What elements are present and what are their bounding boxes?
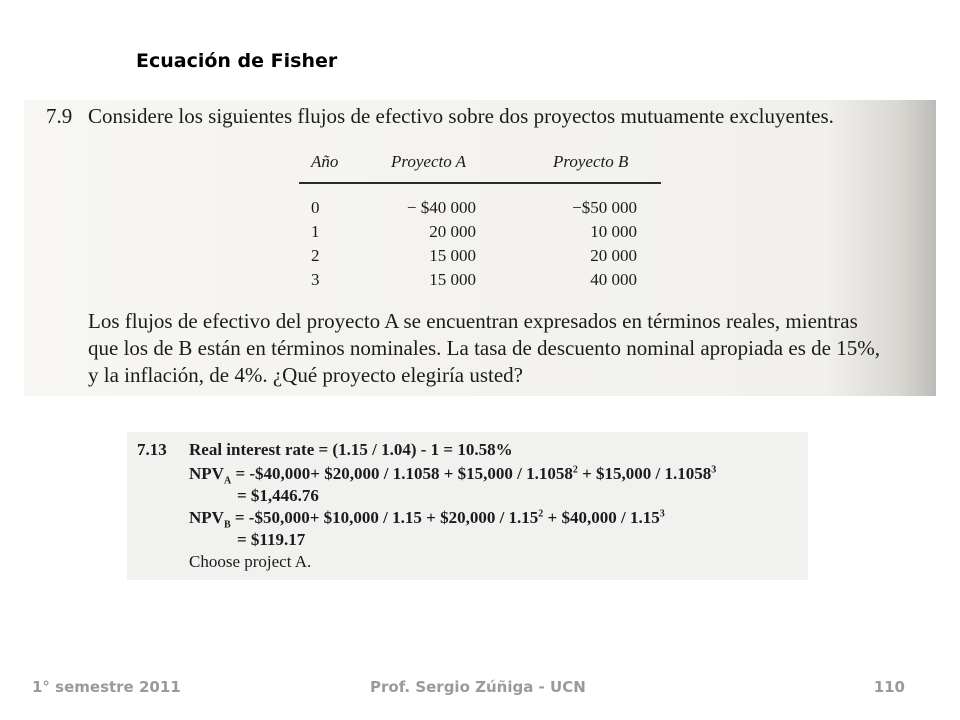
problem-body bbox=[88, 308, 936, 389]
slide-title: Ecuación de Fisher bbox=[136, 50, 338, 72]
solution-scan bbox=[127, 432, 808, 580]
table-header-project-a: Proyecto A bbox=[391, 152, 467, 171]
npv-b-expression-cont: + $40,000 / 1.15 bbox=[543, 508, 660, 527]
table-cell-project-b: 40 000 bbox=[590, 270, 637, 289]
footer-author: Prof. Sergio Zúñiga - UCN bbox=[370, 678, 586, 696]
npv-b-expression: = -$50,000+ $10,000 / 1.15 + $20,000 / 1.15 bbox=[230, 508, 539, 527]
npv-a-expression-cont: + $15,000 / 1.1058 bbox=[577, 464, 712, 483]
npv-a-exponent: 2 bbox=[572, 464, 578, 476]
npv-a-subscript: A bbox=[223, 475, 232, 487]
table-cell-year: 0 bbox=[311, 198, 320, 217]
problem-intro: Considere los siguientes flujos de efectivo sobre dos proyectos mutuamente excluyentes. bbox=[88, 104, 834, 128]
table-row bbox=[299, 246, 661, 270]
problem-body-line: que los de B están en términos nominales. La tasa de descuento nominal apropiada es de 15%, bbox=[88, 336, 880, 360]
problem-number: 7.9 bbox=[46, 104, 73, 128]
problem-body-line: y la inflación, de 4%. ¿Qué proyecto elegiría usted? bbox=[88, 363, 523, 387]
table-cell-year: 1 bbox=[311, 222, 320, 241]
real-rate-line: Real interest rate = (1.15 / 1.04) - 1 = 10.58% bbox=[189, 440, 513, 459]
npv-a-expression: = -$40,000+ $20,000 / 1.1058 + $15,000 / 1.1058 bbox=[231, 464, 573, 483]
table-cell-year: 3 bbox=[311, 270, 320, 289]
npv-b-line bbox=[189, 508, 665, 530]
table-rule bbox=[299, 182, 661, 184]
table-row bbox=[299, 270, 661, 294]
table-cell-project-a: − $40 000 bbox=[406, 198, 476, 217]
npv-b-label: NPV bbox=[189, 508, 224, 527]
page-number: 110 bbox=[873, 678, 905, 696]
table-cell-project-b: 10 000 bbox=[590, 222, 637, 241]
problem-scan bbox=[24, 100, 936, 396]
table-cell-project-a: 20 000 bbox=[429, 222, 476, 241]
npv-b-exponent: 3 bbox=[659, 508, 665, 520]
table-cell-year: 2 bbox=[311, 246, 320, 265]
table-row bbox=[299, 198, 661, 222]
problem-body-line: Los flujos de efectivo del proyecto A se encuentran expresados en términos reales, mientras bbox=[88, 309, 858, 333]
solution-conclusion: Choose project A. bbox=[189, 552, 312, 571]
table-cell-project-a: 15 000 bbox=[429, 246, 476, 265]
table-cell-project-b: −$50 000 bbox=[572, 198, 637, 217]
npv-a-exponent: 3 bbox=[711, 464, 717, 476]
npv-a-result: = $1,446.76 bbox=[237, 486, 319, 505]
table-cell-project-a: 15 000 bbox=[429, 270, 476, 289]
table-cell-project-b: 20 000 bbox=[590, 246, 637, 265]
npv-b-subscript: B bbox=[223, 519, 231, 531]
table-header-project-b: Proyecto B bbox=[553, 152, 629, 171]
npv-a-line bbox=[189, 464, 716, 486]
npv-b-result: = $119.17 bbox=[237, 530, 306, 549]
table-row bbox=[299, 222, 661, 246]
footer-semester: 1° semestre 2011 bbox=[32, 678, 181, 696]
table-header-year: Año bbox=[311, 152, 339, 171]
solution-number: 7.13 bbox=[137, 440, 167, 459]
npv-a-label: NPV bbox=[189, 464, 224, 483]
npv-b-exponent: 2 bbox=[538, 508, 544, 520]
